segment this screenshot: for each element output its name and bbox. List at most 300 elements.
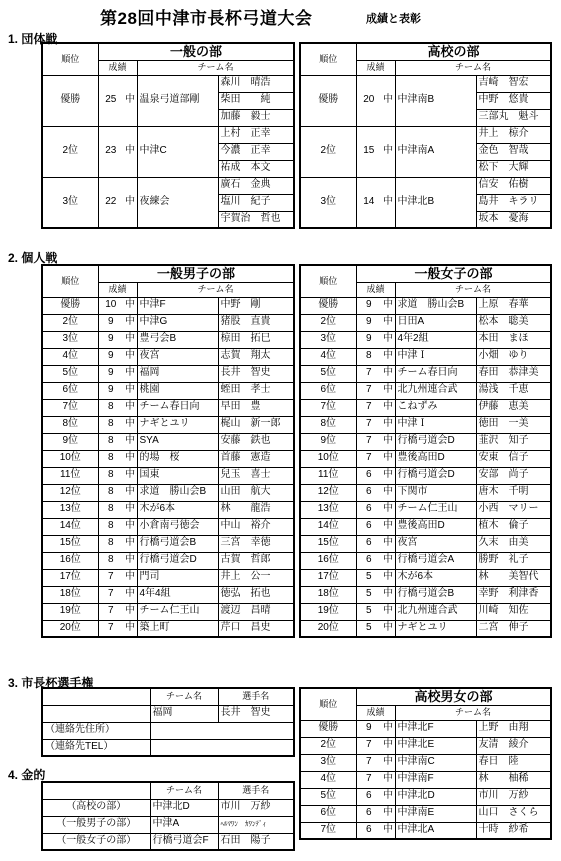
player-cell: 猪股 直貴 <box>218 314 294 331</box>
player-header: 選手名 <box>218 688 294 705</box>
club-cell: 中 <box>123 467 137 484</box>
club-cell: 中 <box>381 620 395 637</box>
club-cell: 中 <box>381 348 395 365</box>
score-header: 成績 <box>98 60 137 75</box>
player-cell: 唐木 千明 <box>476 484 551 501</box>
club-cell: 中 <box>381 314 395 331</box>
score-header: 成績 <box>356 282 395 297</box>
player-cell: 廣石 金典 <box>218 177 294 194</box>
table-row <box>42 416 294 433</box>
club-cell: 中 <box>381 467 395 484</box>
team-header: チーム名 <box>137 60 294 75</box>
table-row <box>300 297 551 314</box>
page-subtitle: 成績と表彰 <box>366 13 421 25</box>
rank-cell: 4位 <box>300 771 356 788</box>
team-cell: 中津A <box>150 816 218 833</box>
table-row <box>300 331 551 348</box>
score-cell: 7 <box>356 771 381 788</box>
score-cell: 22 <box>98 177 123 228</box>
rank-cell: 2位 <box>42 126 98 177</box>
table-row <box>42 297 294 314</box>
club-cell: 中 <box>381 331 395 348</box>
player-cell: 塩川 紀子 <box>218 194 294 211</box>
team-general-table <box>41 42 295 229</box>
team-cell: 北九州連合武 <box>395 382 476 399</box>
player-cell: 三部丸 魁斗 <box>476 109 551 126</box>
team-header: チーム名 <box>150 688 218 705</box>
score-cell: 8 <box>98 433 123 450</box>
score-cell: 9 <box>98 314 123 331</box>
team-cell: 中津南A <box>395 126 476 177</box>
club-cell: 中 <box>123 603 137 620</box>
table-row <box>42 833 294 850</box>
table-row <box>300 348 551 365</box>
rank-header: 順位 <box>42 265 98 297</box>
table-row <box>42 484 294 501</box>
table-row <box>42 799 294 816</box>
player-cell: 林 龍浩 <box>218 501 294 518</box>
team-cell: 行橋弓道会A <box>395 552 476 569</box>
player-cell: 林 美智代 <box>476 569 551 586</box>
table-row <box>300 518 551 535</box>
mayor-cup-player: 長井 智史 <box>218 705 294 722</box>
team-cell: 行橋弓道会B <box>137 535 218 552</box>
table-row <box>300 720 551 737</box>
blank-cell <box>42 782 150 799</box>
score-cell: 9 <box>98 365 123 382</box>
table-row <box>300 754 551 771</box>
team-high-header: 高校の部 <box>356 43 551 60</box>
rank-cell: 2位 <box>300 126 356 177</box>
team-cell: 中津G <box>137 314 218 331</box>
table-row <box>42 433 294 450</box>
player-cell: 首藤 憲造 <box>218 450 294 467</box>
mayor-cup-team: 福岡 <box>150 705 218 722</box>
player-cell: 今濃 正幸 <box>218 143 294 160</box>
team-cell: 中津F <box>137 297 218 314</box>
player-cell: 市川 万紗 <box>218 799 294 816</box>
rank-cell: 14位 <box>42 518 98 535</box>
kinteki-division-label: （高校の部） <box>42 799 150 816</box>
club-cell: 中 <box>381 603 395 620</box>
team-cell: 求道 勝山会B <box>137 484 218 501</box>
club-cell: 中 <box>123 586 137 603</box>
player-cell: 宇賀治 哲也 <box>218 211 294 228</box>
rank-cell: 7位 <box>300 399 356 416</box>
rank-header: 順位 <box>42 43 98 75</box>
score-cell: 6 <box>356 484 381 501</box>
score-cell: 14 <box>356 177 381 228</box>
kinteki-division-label: （一般女子の部） <box>42 833 150 850</box>
table-row <box>300 805 551 822</box>
team-cell: 中津北A <box>395 822 476 839</box>
table-row <box>300 484 551 501</box>
club-cell: 中 <box>381 586 395 603</box>
player-cell: 信安 佑樹 <box>476 177 551 194</box>
table-row <box>300 314 551 331</box>
team-cell: 中津Ｉ <box>395 348 476 365</box>
player-cell: 春田 恭津美 <box>476 365 551 382</box>
rank-cell: 13位 <box>300 501 356 518</box>
rank-cell: 9位 <box>42 433 98 450</box>
score-cell: 8 <box>98 552 123 569</box>
club-cell: 中 <box>381 501 395 518</box>
team-cell: ナギとユリ <box>395 620 476 637</box>
rank-cell: 4位 <box>42 348 98 365</box>
rank-cell: 3位 <box>42 331 98 348</box>
player-cell: 柴田 純 <box>218 92 294 109</box>
team-cell: 的場 桜 <box>137 450 218 467</box>
team-cell: 北九州連合武 <box>395 603 476 620</box>
player-cell: 山口 さくら <box>476 805 551 822</box>
rank-cell: 17位 <box>300 569 356 586</box>
club-cell: 中 <box>381 416 395 433</box>
score-cell: 6 <box>356 788 381 805</box>
rank-cell: 9位 <box>300 433 356 450</box>
rank-cell: 6位 <box>300 805 356 822</box>
score-cell: 6 <box>356 805 381 822</box>
rank-cell: 3位 <box>300 177 356 228</box>
player-cell: 徳弘 拓也 <box>218 586 294 603</box>
rank-cell: 5位 <box>300 365 356 382</box>
table-row <box>42 467 294 484</box>
player-cell: 吉崎 智宏 <box>476 75 551 92</box>
table-row <box>42 126 294 143</box>
individual-high-header: 高校男女の部 <box>356 688 551 705</box>
club-cell: 中 <box>123 416 137 433</box>
club-cell: 中 <box>381 126 395 177</box>
club-cell: 中 <box>381 805 395 822</box>
kinteki-division-label: （一般男子の部） <box>42 816 150 833</box>
club-cell: 中 <box>381 297 395 314</box>
score-cell: 7 <box>356 416 381 433</box>
team-cell: ナギとユリ <box>137 416 218 433</box>
team-cell: 国東 <box>137 467 218 484</box>
team-cell: 夜宮 <box>137 348 218 365</box>
rank-cell: 優勝 <box>300 720 356 737</box>
table-row <box>42 518 294 535</box>
player-cell: 中野 剛 <box>218 297 294 314</box>
contact-tel-value <box>150 739 294 756</box>
player-cell: 徳田 一美 <box>476 416 551 433</box>
individual-men-table <box>41 264 295 638</box>
rank-cell: 10位 <box>300 450 356 467</box>
club-cell: 中 <box>381 552 395 569</box>
team-cell: 4年2組 <box>395 331 476 348</box>
table-row <box>42 603 294 620</box>
score-cell: 8 <box>98 399 123 416</box>
player-cell: 勝野 礼子 <box>476 552 551 569</box>
table-row <box>42 450 294 467</box>
table-row <box>42 177 294 194</box>
rank-cell: 13位 <box>42 501 98 518</box>
club-cell: 中 <box>381 822 395 839</box>
team-cell: 築上町 <box>137 620 218 637</box>
team-cell: 行橋弓道会D <box>395 433 476 450</box>
rank-cell: 11位 <box>42 467 98 484</box>
rank-cell: 優勝 <box>300 297 356 314</box>
score-cell: 7 <box>356 754 381 771</box>
rank-cell: 優勝 <box>42 75 98 126</box>
rank-cell: 2位 <box>42 314 98 331</box>
player-cell: 中山 裕介 <box>218 518 294 535</box>
club-cell: 中 <box>381 720 395 737</box>
team-cell: チーム仁王山 <box>137 603 218 620</box>
player-cell: 久末 由美 <box>476 535 551 552</box>
score-cell: 9 <box>98 331 123 348</box>
score-cell: 9 <box>356 314 381 331</box>
table-row <box>42 399 294 416</box>
club-cell: 中 <box>381 771 395 788</box>
club-cell: 中 <box>123 126 137 177</box>
table-row <box>300 737 551 754</box>
team-cell: チーム春日向 <box>395 365 476 382</box>
player-cell: 韮沢 知子 <box>476 433 551 450</box>
team-cell: 豊後高田D <box>395 450 476 467</box>
rank-cell: 14位 <box>300 518 356 535</box>
table-row <box>300 501 551 518</box>
team-cell: 中津Ｉ <box>395 416 476 433</box>
score-cell: 20 <box>356 75 381 126</box>
blank-cell <box>42 705 150 722</box>
rank-cell: 3位 <box>300 754 356 771</box>
team-cell: 小倉南弓徳会 <box>137 518 218 535</box>
score-cell: 10 <box>98 297 123 314</box>
team-cell: 求道 勝山会B <box>395 297 476 314</box>
team-header: チーム名 <box>395 705 551 720</box>
player-cell: 小畑 ゆり <box>476 348 551 365</box>
rank-cell: 16位 <box>42 552 98 569</box>
player-cell: 芹口 昌史 <box>218 620 294 637</box>
section-mayor-cup-heading: 3. 市長杯選手権 <box>8 676 94 690</box>
score-cell: 15 <box>356 126 381 177</box>
player-cell: 上野 由翔 <box>476 720 551 737</box>
rank-cell: 16位 <box>300 552 356 569</box>
score-cell: 7 <box>356 433 381 450</box>
table-row <box>42 348 294 365</box>
score-cell: 9 <box>356 720 381 737</box>
team-cell: 行橋弓道会D <box>395 467 476 484</box>
team-header: チーム名 <box>395 60 551 75</box>
club-cell: 中 <box>123 501 137 518</box>
club-cell: 中 <box>123 552 137 569</box>
team-cell: 福岡 <box>137 365 218 382</box>
table-row <box>300 535 551 552</box>
rank-cell: 6位 <box>300 382 356 399</box>
rank-cell: 19位 <box>300 603 356 620</box>
rank-cell: 15位 <box>42 535 98 552</box>
player-header: 選手名 <box>218 782 294 799</box>
score-cell: 7 <box>356 365 381 382</box>
team-cell: 温泉弓道部剛 <box>137 75 218 126</box>
club-cell: 中 <box>123 382 137 399</box>
club-cell: 中 <box>123 620 137 637</box>
player-cell: 蛭田 孝士 <box>218 382 294 399</box>
player-cell: 三宮 幸徳 <box>218 535 294 552</box>
player-cell: 十時 紗希 <box>476 822 551 839</box>
table-row <box>300 433 551 450</box>
score-cell: 8 <box>356 348 381 365</box>
player-cell: 祐成 本文 <box>218 160 294 177</box>
team-cell: SYA <box>137 433 218 450</box>
rank-cell: 8位 <box>300 416 356 433</box>
rank-cell: 2位 <box>300 737 356 754</box>
team-cell: 夜宮 <box>395 535 476 552</box>
rank-header: 順位 <box>300 43 356 75</box>
player-cell: 上村 正幸 <box>218 126 294 143</box>
score-header: 成績 <box>98 282 137 297</box>
player-cell: 湯浅 千恵 <box>476 382 551 399</box>
table-row <box>300 126 551 143</box>
score-cell: 7 <box>356 737 381 754</box>
rank-cell: 19位 <box>42 603 98 620</box>
player-cell: 志賀 翔太 <box>218 348 294 365</box>
score-cell: 6 <box>356 518 381 535</box>
player-cell: 春日 陸 <box>476 754 551 771</box>
team-cell: 夜練会 <box>137 177 218 228</box>
rank-cell: 5位 <box>42 365 98 382</box>
player-cell: 本田 まほ <box>476 331 551 348</box>
score-cell: 5 <box>356 620 381 637</box>
table-row <box>300 399 551 416</box>
player-cell: 川崎 知佐 <box>476 603 551 620</box>
score-cell: 7 <box>356 382 381 399</box>
table-row <box>300 365 551 382</box>
table-row <box>42 569 294 586</box>
club-cell: 中 <box>123 297 137 314</box>
rank-cell: 12位 <box>300 484 356 501</box>
team-cell: 中津南C <box>395 754 476 771</box>
club-cell: 中 <box>123 433 137 450</box>
score-cell: 7 <box>98 603 123 620</box>
score-cell: 9 <box>98 382 123 399</box>
table-row <box>42 314 294 331</box>
club-cell: 中 <box>381 737 395 754</box>
player-cell: 市川 万紗 <box>476 788 551 805</box>
score-cell: 5 <box>356 603 381 620</box>
club-cell: 中 <box>123 518 137 535</box>
section-kinteki-heading: 4. 金的 <box>8 768 46 782</box>
team-cell: 桃園 <box>137 382 218 399</box>
team-header: チーム名 <box>150 782 218 799</box>
individual-high-table <box>299 687 552 840</box>
table-row <box>300 586 551 603</box>
table-row <box>300 569 551 586</box>
player-cell: 早田 豊 <box>218 399 294 416</box>
club-cell: 中 <box>381 518 395 535</box>
team-cell: 中津南E <box>395 805 476 822</box>
rank-cell: 6位 <box>42 382 98 399</box>
table-row <box>300 177 551 194</box>
rank-cell: 15位 <box>300 535 356 552</box>
table-row <box>42 535 294 552</box>
score-cell: 7 <box>98 569 123 586</box>
rank-cell: 11位 <box>300 467 356 484</box>
club-cell: 中 <box>123 75 137 126</box>
club-cell: 中 <box>123 450 137 467</box>
player-cell: 森川 晴浩 <box>218 75 294 92</box>
rank-header: 順位 <box>300 265 356 297</box>
team-cell: 中津南B <box>395 75 476 126</box>
score-header: 成績 <box>356 60 395 75</box>
team-cell: 木が6本 <box>137 501 218 518</box>
table-row <box>300 788 551 805</box>
club-cell: 中 <box>381 365 395 382</box>
team-cell: 中津北F <box>395 720 476 737</box>
score-cell: 8 <box>98 467 123 484</box>
table-row <box>42 331 294 348</box>
score-cell: 9 <box>356 297 381 314</box>
table-row <box>300 620 551 637</box>
player-cell: 渡辺 昌晴 <box>218 603 294 620</box>
score-cell: 7 <box>356 450 381 467</box>
table-row <box>300 467 551 484</box>
player-cell: 井上 公一 <box>218 569 294 586</box>
rank-cell: 12位 <box>42 484 98 501</box>
team-cell: 下関市 <box>395 484 476 501</box>
player-cell: 井上 椋介 <box>476 126 551 143</box>
score-header: 成績 <box>356 705 395 720</box>
team-cell: 4年4組 <box>137 586 218 603</box>
team-cell: 中津北D <box>395 788 476 805</box>
table-row <box>300 822 551 839</box>
score-cell: 6 <box>356 535 381 552</box>
table-row <box>42 552 294 569</box>
contact-address-label: （連絡先住所） <box>42 722 150 739</box>
rank-cell: 18位 <box>300 586 356 603</box>
club-cell: 中 <box>381 433 395 450</box>
score-cell: 9 <box>98 348 123 365</box>
club-cell: 中 <box>381 75 395 126</box>
blank-cell <box>42 688 150 705</box>
score-cell: 8 <box>98 518 123 535</box>
club-cell: 中 <box>381 382 395 399</box>
player-cell: 安藤 鉄也 <box>218 433 294 450</box>
score-cell: 5 <box>356 586 381 603</box>
player-cell: 松本 聡美 <box>476 314 551 331</box>
table-row <box>42 816 294 833</box>
player-cell: 幸野 利津香 <box>476 586 551 603</box>
club-cell: 中 <box>381 754 395 771</box>
score-cell: 8 <box>98 501 123 518</box>
kinteki-table <box>41 781 295 851</box>
player-cell: 長井 智史 <box>218 365 294 382</box>
player-cell: 石田 陽子 <box>218 833 294 850</box>
score-cell: 7 <box>98 620 123 637</box>
player-cell: 二宮 伸子 <box>476 620 551 637</box>
club-cell: 中 <box>381 535 395 552</box>
player-cell: 友清 綾介 <box>476 737 551 754</box>
individual-women-table <box>299 264 552 638</box>
table-row <box>42 75 294 92</box>
team-cell: チーム仁王山 <box>395 501 476 518</box>
rank-cell: 4位 <box>300 348 356 365</box>
team-high-table <box>299 42 552 229</box>
club-cell: 中 <box>123 535 137 552</box>
table-row <box>42 586 294 603</box>
club-cell: 中 <box>123 331 137 348</box>
club-cell: 中 <box>123 484 137 501</box>
team-cell: 行橋弓道会B <box>395 586 476 603</box>
table-row <box>42 365 294 382</box>
player-cell: 中野 悠貴 <box>476 92 551 109</box>
club-cell: 中 <box>381 450 395 467</box>
player-cell: 金色 智哉 <box>476 143 551 160</box>
team-cell: 中津南F <box>395 771 476 788</box>
rank-cell: 2位 <box>300 314 356 331</box>
score-cell: 6 <box>356 552 381 569</box>
score-cell: 8 <box>98 484 123 501</box>
